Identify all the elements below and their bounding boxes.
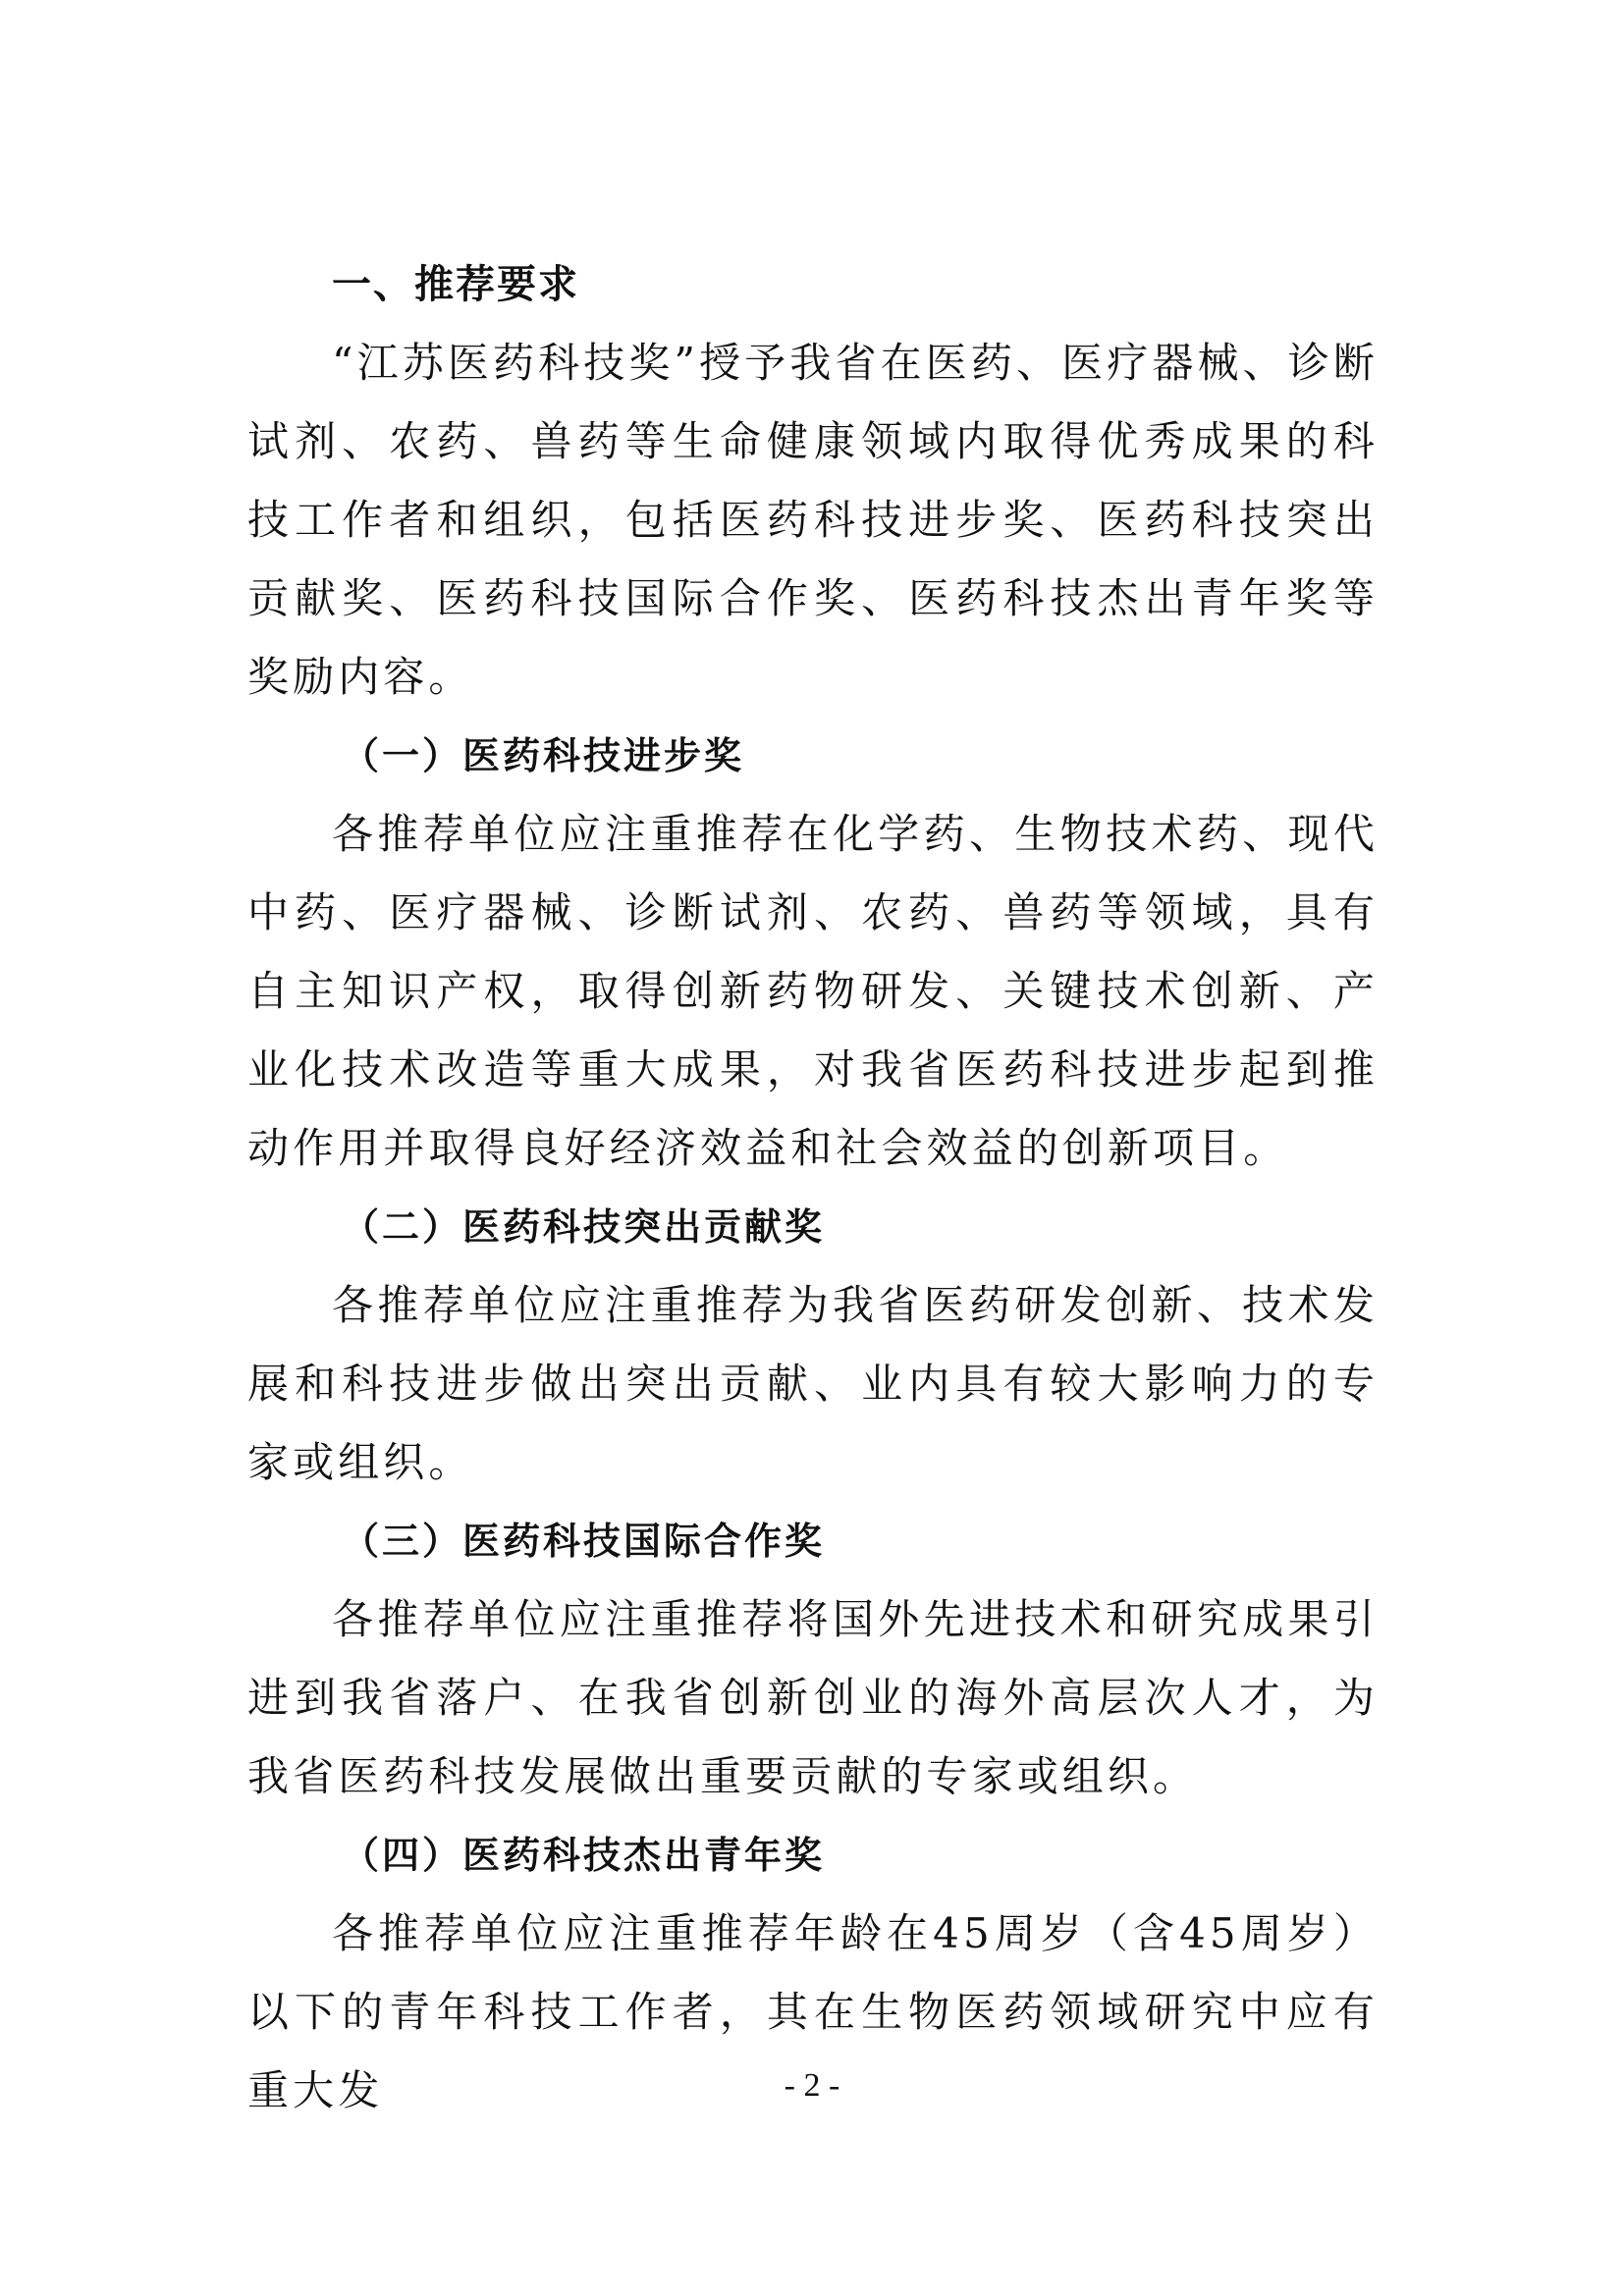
- subsection-title-youth-award: （四）医药科技杰出青年奖: [342, 1834, 826, 1877]
- subsection-title-progress-award: （一）医药科技进步奖: [342, 734, 745, 777]
- subsection-title-contribution-award: （二）医药科技突出贡献奖: [342, 1205, 826, 1249]
- section-heading: 一、推荐要求: [332, 262, 579, 307]
- subsection-body-progress-award: 各推荐单位应注重推荐在化学药、生物技术药、现代中药、医疗器械、诊断试剂、农药、兽药等领域，具有自主知识产权，取得创新药物研发、关键技术创新、产业化技术改造等重大成果，对我省医药科技进步起到推动作用并取得良好经济效益和社会效益的创新项目。: [247, 810, 1379, 1172]
- subsection-body-youth-award: 各推荐单位应注重推荐年龄在45周岁（含45周岁）以下的青年科技工作者，其在生物医药领域研究中应有重大发: [247, 1909, 1379, 2114]
- page-number: - 2 -: [784, 2067, 840, 2104]
- document-body: [247, 245, 1379, 2130]
- subsection-body-international-award: 各推荐单位应注重推荐将国外先进技术和研究成果引进到我省落户、在我省创新创业的海外高层次人才，为我省医药科技发展做出重要贡献的专家或组织。: [247, 1595, 1379, 1800]
- subsection-title-international-award: （三）医药科技国际合作奖: [342, 1520, 826, 1563]
- intro-paragraph: “江苏医药科技奖”授予我省在医药、医疗器械、诊断试剂、农药、兽药等生命健康领域内取得优秀成果的科技工作者和组织，包括医药科技进步奖、医药科技突出贡献奖、医药科技国际合作奖、医药科技杰出青年奖等奖励内容。: [247, 339, 1379, 701]
- subsection-body-contribution-award: 各推荐单位应注重推荐为我省医药研发创新、技术发展和科技进步做出突出贡献、业内具有较大影响力的专家或组织。: [247, 1281, 1379, 1486]
